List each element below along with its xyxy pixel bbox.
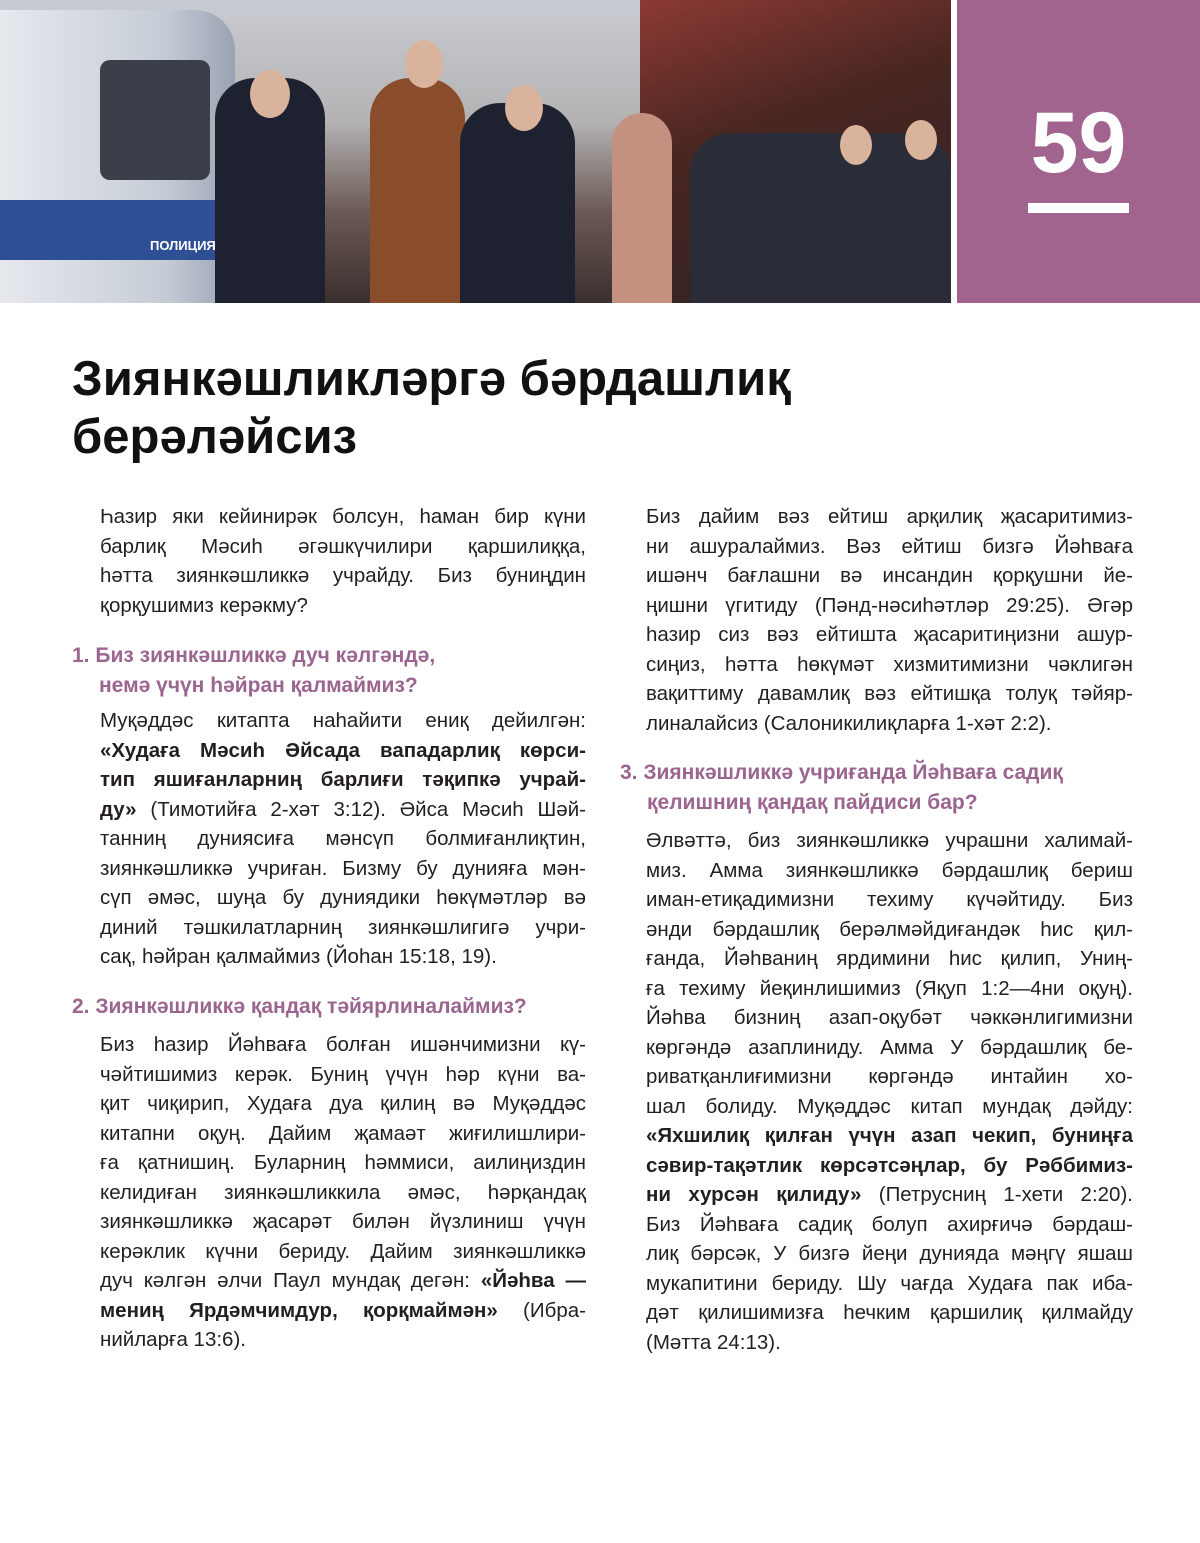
text-line: келидиған зиянкәшликкила әмәс, һәрқандақ bbox=[100, 1180, 586, 1204]
hero-photo bbox=[0, 0, 951, 303]
text-line: ғанда, Йәһваниң ярдимини һис қилип, Униң- bbox=[646, 947, 1133, 970]
text-line: Биз һазир Йәһваға болған ишәнчимизни кү- bbox=[100, 1033, 586, 1056]
text-line: һазир сиз вәз ейтишта җасаритиңизни ашур- bbox=[646, 623, 1133, 646]
text-line: Биз Йәһваға садиқ болуп ахирғичә бәрдаш- bbox=[646, 1212, 1133, 1236]
scripture-quote: «Йәһва — bbox=[480, 1269, 586, 1292]
text-line: риватқанлиғимизни көргәндә интайин хо- bbox=[646, 1065, 1133, 1088]
text-line: линалайсиз (Салоникилиқларға 1-хәт 2:2). bbox=[646, 711, 1052, 735]
question-2 bbox=[72, 992, 527, 1022]
face bbox=[250, 70, 290, 118]
text-line: ға техиму йеқинлишимиз (Яқуп 1:2—4ни оқуң). bbox=[646, 976, 1133, 1000]
text-segment: (Тимотийға 2-хәт 3:12). Әйса Мәсиһ Шәй- bbox=[136, 797, 586, 821]
text-line: ишәнч бағлашни вә инсандин қорқушни йе- bbox=[646, 564, 1133, 587]
text-segment: дуч кәлгән әлчи Паул мундақ дегән: bbox=[100, 1269, 481, 1292]
text-line: қит чиқирип, Худаға дуа қилиң вә Муқәддәс bbox=[100, 1092, 586, 1115]
face bbox=[840, 125, 872, 165]
text-line: Йәһва бизниң азап-оқубәт чәккәнлигимизни bbox=[646, 1006, 1133, 1029]
text-line: әнди бәрдашлиқ берәлмәйдиғандәк һис қил- bbox=[646, 917, 1133, 941]
text-line: лиқ бәрсәк, У бизгә йеңи дунияда мәңгү яшаш bbox=[646, 1242, 1133, 1265]
answer-2 bbox=[100, 1030, 586, 1355]
question-1 bbox=[72, 641, 435, 701]
text-line: Муқәддәс китапта наһайити ениқ дейилгән: bbox=[100, 709, 586, 732]
scripture-quote: «Яхшилиқ қилған үчүн азап чекип, буниңға bbox=[646, 1124, 1133, 1147]
title-line: Зиянкәшликләргә бәрдашлиқ bbox=[72, 352, 791, 406]
question-line: 1. Биз зиянкәшликкә дуч кәлгәндә, bbox=[72, 644, 436, 667]
text-segment: (Петрусниң 1-хети 2:20). bbox=[861, 1183, 1133, 1206]
scripture-quote: «Худаға Мәсиһ Әйсада вападарлиқ көрси- bbox=[100, 738, 586, 762]
text-line: барлиқ Мәсиһ әгәшкүчилири қаршилиққа, bbox=[100, 534, 586, 558]
question-line: қелишниң қандақ пайдиси бар? bbox=[647, 791, 978, 814]
text-line: диний тәшкилатларниң зиянкәшлигигә учри- bbox=[100, 915, 586, 939]
text-line: шал болиду. Муқәддәс китап мундақ дәйду: bbox=[646, 1094, 1133, 1118]
intro-paragraph bbox=[100, 502, 586, 620]
answer-1 bbox=[100, 706, 586, 972]
lesson-number-box bbox=[957, 0, 1200, 303]
face bbox=[905, 120, 937, 160]
scripture-quote: мениң Ярдәмчимдур, қорқмаймән» bbox=[100, 1298, 498, 1322]
text-line: чәйтишимиз керәк. Буниң үчүн һәр күни ва- bbox=[100, 1062, 586, 1086]
text-line bbox=[100, 1266, 586, 1296]
text-line bbox=[100, 736, 586, 766]
text-line: (Мәтта 24:13). bbox=[646, 1330, 781, 1354]
text-line: ңишни үгитиду (Пәнд-нәсиһәтләр 29:25). Әгәр bbox=[646, 593, 1133, 617]
van-window bbox=[100, 60, 210, 180]
text-line: сиңиз, һәтта һөкүмәт хизмитимизни чәклигән bbox=[646, 652, 1133, 676]
text-line: ға қатнишиң. Буларниң һәммиси, аилиңиздин bbox=[100, 1151, 586, 1174]
text-line bbox=[646, 1180, 1133, 1210]
woman-figure bbox=[612, 113, 672, 303]
text-line: Әлвәттә, биз зиянкәшликкә учрашни халимай- bbox=[646, 829, 1133, 852]
man-figure bbox=[370, 78, 465, 303]
text-segment: (Ибра- bbox=[497, 1298, 586, 1322]
text-line: Һазир яки кейинирәк болсун, һаман бир күни bbox=[100, 505, 586, 528]
text-line: қорқушимиз керәкму? bbox=[100, 593, 308, 617]
face bbox=[505, 85, 543, 131]
text-line bbox=[646, 1121, 1133, 1151]
answer-3 bbox=[646, 826, 1133, 1357]
text-line: Биз дайим вәз ейтиш арқилиқ җасаритимиз- bbox=[646, 505, 1133, 528]
text-line: миз. Амма зиянкәшликкә бәрдашлиқ бериш bbox=[646, 858, 1133, 882]
text-line: китапни оқуң. Дайим җамаәт жиғилишлири- bbox=[100, 1121, 586, 1145]
text-line bbox=[100, 1296, 586, 1326]
text-line: мукапитини бериду. Шу чағда Худаға пак иба- bbox=[646, 1271, 1133, 1295]
text-line: вақиттиму давамлиқ вәз ейтишқа толуқ тәйяр- bbox=[646, 682, 1133, 705]
question-line: немә үчүн һәйран қалмаймиз? bbox=[99, 674, 418, 697]
answer-2-continued bbox=[646, 502, 1133, 738]
text-line: нийларға 13:6). bbox=[100, 1328, 246, 1351]
question-3 bbox=[620, 758, 1063, 818]
scripture-quote: сәвир-тақәтлик көрсәтсәңлар, бу Рәббимиз- bbox=[646, 1153, 1133, 1177]
question-line: 3. Зиянкәшликкә учриғанда Йәһваға садиқ bbox=[620, 761, 1063, 784]
text-line bbox=[100, 795, 586, 825]
scripture-quote: ду» bbox=[100, 797, 137, 821]
face bbox=[405, 40, 443, 88]
scripture-quote: ни хурсән қилиду» bbox=[646, 1183, 862, 1206]
crowd bbox=[690, 133, 951, 303]
lesson-number-underline bbox=[1028, 203, 1129, 213]
officer-figure bbox=[460, 103, 575, 303]
text-line: көргәндә азаплиниду. Амма У бәрдашлиқ бе- bbox=[646, 1035, 1133, 1059]
question-line: 2. Зиянкәшликкә қандақ тәйярлиналаймиз? bbox=[72, 995, 527, 1018]
text-line: зиянкәшликкә учриған. Бизму бу дунияға мән- bbox=[100, 856, 586, 880]
scripture-quote: тип яшиғанларниң барлиғи тәқипкә учрай- bbox=[100, 768, 586, 791]
title-line: берәләйсиз bbox=[72, 410, 357, 464]
text-line bbox=[646, 1151, 1133, 1181]
page-title bbox=[72, 350, 791, 466]
text-line: зиянкәшликкә җасарәт билән йүзлиниш үчүн bbox=[100, 1210, 586, 1233]
text-line: танниң дуниясиға мәнсүп болмиғанлиқтин, bbox=[100, 827, 586, 850]
text-line: дәт қилишимизға һечким қаршилиқ қилмайду bbox=[646, 1301, 1133, 1324]
text-line: керәклик күчни бериду. Дайим зиянкәшликкә bbox=[100, 1239, 586, 1263]
text-line: ни ашуралаймиз. Вәз ейтиш бизгә Йәһваға bbox=[646, 534, 1133, 558]
text-line: һәтта зиянкәшликкә учрайду. Биз буниңдин bbox=[100, 564, 586, 587]
van-text: ПОЛИЦИЯ bbox=[150, 238, 216, 253]
text-line: иман-етиқадимизни техиму күчәйтиду. Биз bbox=[646, 888, 1133, 911]
text-line: сақ, һәйран қалмаймиз (Йоһан 15:18, 19). bbox=[100, 945, 497, 968]
text-line bbox=[100, 765, 586, 795]
lesson-number: 59 bbox=[1030, 95, 1127, 191]
text-line: сүп әмәс, шуңа бу дуниядики һөкүмәтләр вә bbox=[100, 886, 586, 909]
